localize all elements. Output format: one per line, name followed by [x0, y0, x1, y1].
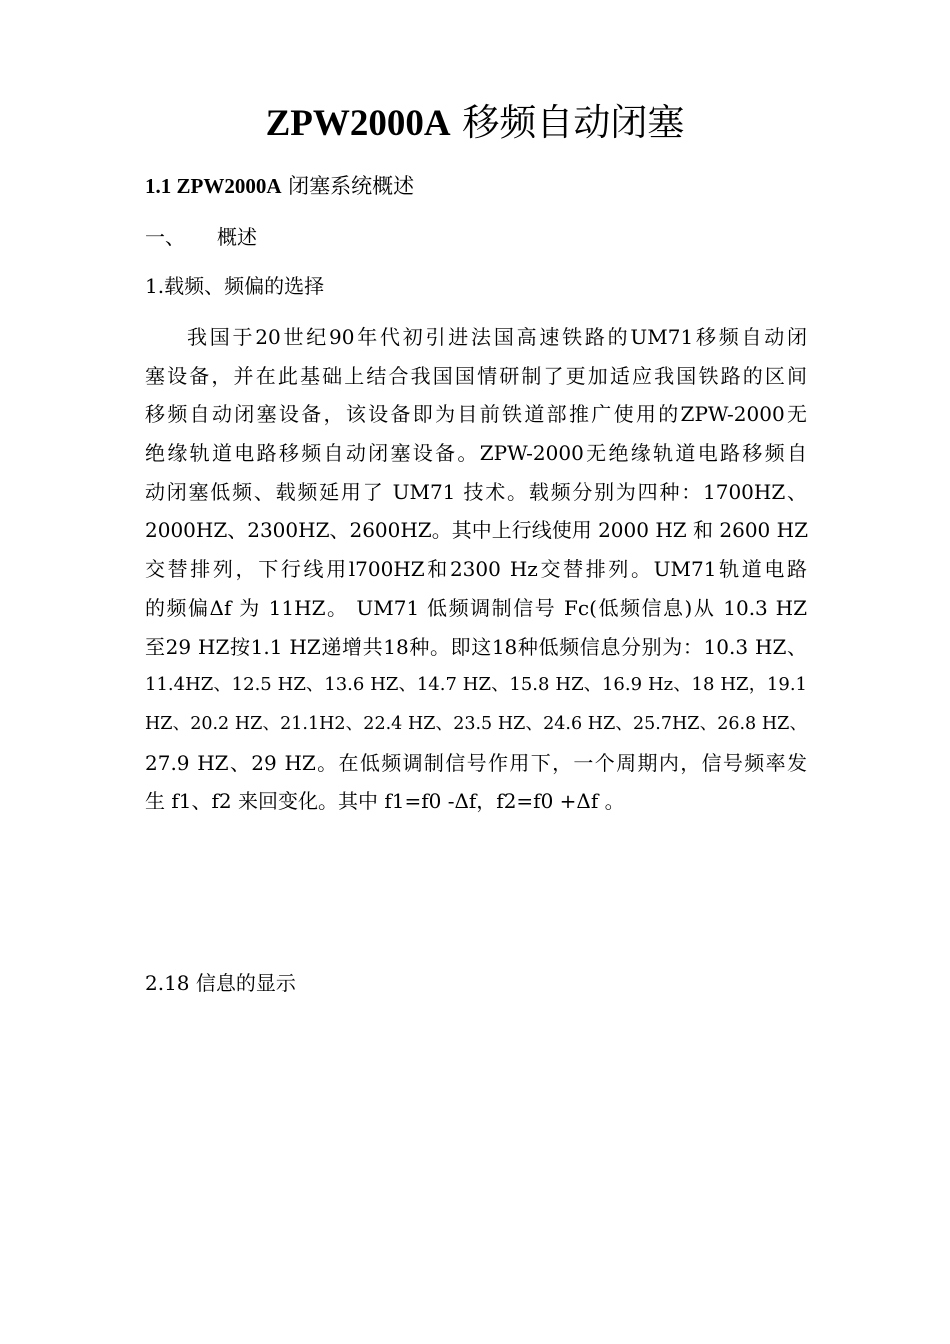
section-heading	[145, 168, 414, 204]
paragraph-line: 动闭塞低频、载频延用了 UM71 技术。载频分别为四种：1700HZ、	[145, 479, 807, 504]
section-title: 闭塞系统概述	[281, 174, 415, 198]
document-title-latin: ZPW2000A	[265, 103, 451, 144]
paragraph-line: 塞设备，并在此基础上结合我国国情研制了更加适应我国铁路的区间	[145, 363, 807, 388]
body-paragraph	[145, 318, 807, 821]
paragraph-line: HZ、20.2 HZ、21.1H2、22.4 HZ、23.5 HZ、24.6 HZ、25.7HZ、26.8 HZ、	[145, 713, 807, 734]
section-number: 1.1 ZPW2000A	[145, 174, 282, 198]
item2-heading: 2.18 信息的显示	[145, 971, 296, 995]
paragraph-line: 移频自动闭塞设备，该设备即为目前铁道部推广使用的ZPW-2000无	[145, 402, 807, 427]
paragraph-line: 11.4HZ、12.5 HZ、13.6 HZ、14.7 HZ、15.8 HZ、16.9 Hz、18 HZ，19.1	[145, 674, 807, 696]
document-title-cjk: 移频自动闭塞	[450, 101, 685, 144]
paragraph-line: 绝缘轨道电路移频自动闭塞设备。ZPW-2000无绝缘轨道电路移频自	[145, 441, 807, 466]
paragraph-line: 我国于20世纪90年代初引进法国高速铁路的UM71移频自动闭	[187, 325, 807, 349]
paragraph-line: 27.9 HZ、29 HZ。在低频调制信号作用下，一个周期内，信号频率发	[145, 750, 807, 775]
document-title	[0, 96, 950, 151]
item1-heading: 1.载频、频偏的选择	[145, 274, 325, 298]
subsection-title: 概述	[217, 225, 257, 249]
subsection-number: 一、	[145, 225, 185, 249]
paragraph-line: 交替排列，下行线用l700HZ和2300 Hz交替排列。UM71轨道电路	[145, 557, 807, 582]
paragraph-line: 至29 HZ按1.1 HZ递增共18种。即这18种低频信息分别为：10.3 HZ、	[145, 634, 807, 659]
subsection-heading	[145, 220, 257, 254]
paragraph-line: 2000HZ、2300HZ、2600HZ。其中上行线使用 2000 HZ 和 2600 HZ	[145, 518, 808, 543]
paragraph-line: 生 f1、f2 来回变化。其中 f1=f0 -Δf，f2=f0 +Δf 。	[145, 789, 625, 814]
paragraph-line: 的频偏Δf 为 11HZ。 UM71 低频调制信号 Fc(低频信息)从 10.3 HZ	[145, 595, 807, 620]
